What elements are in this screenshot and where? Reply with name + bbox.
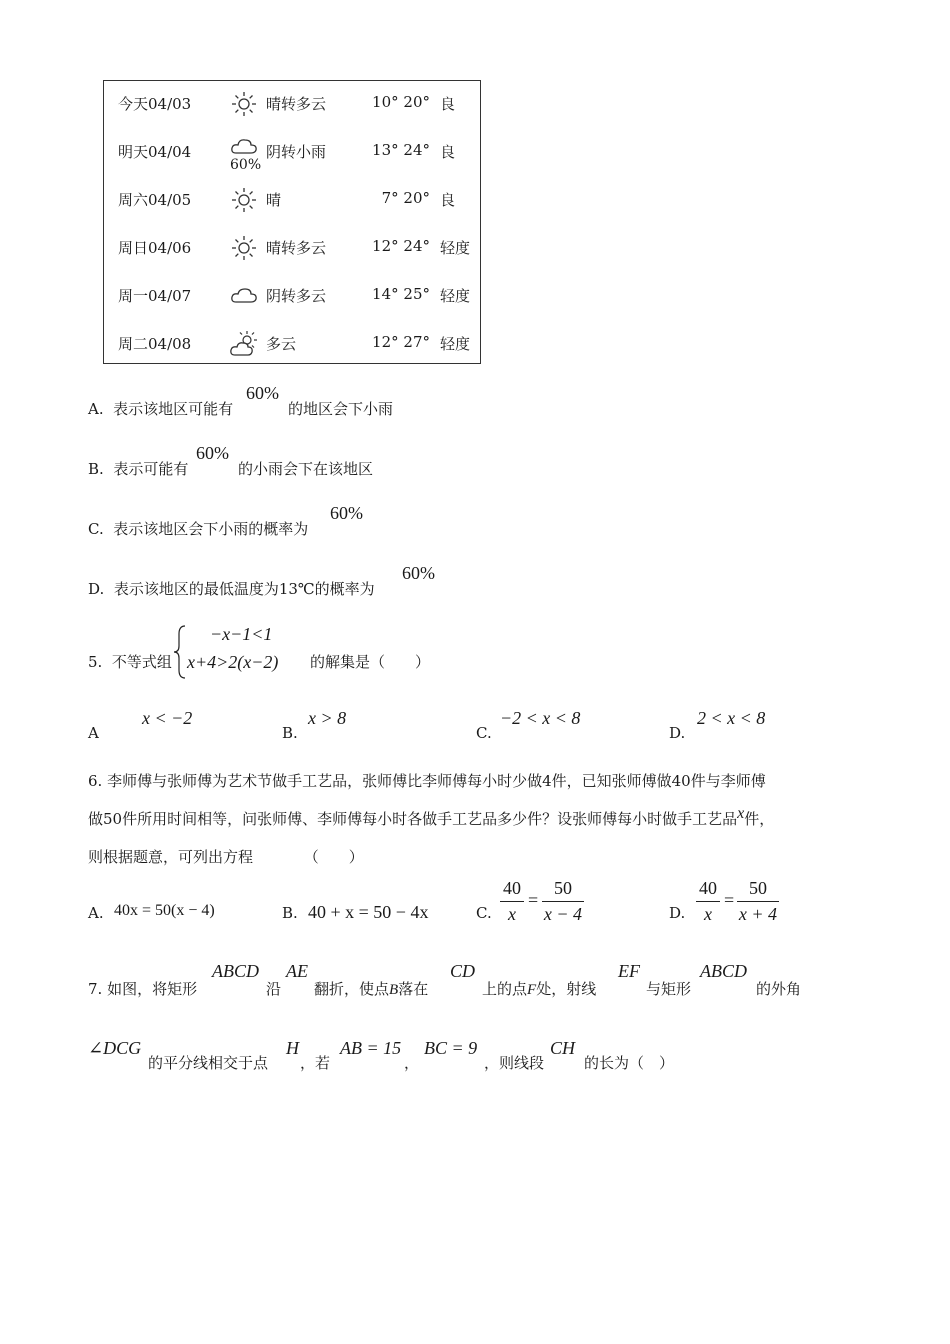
cloud-icon	[230, 283, 258, 309]
denominator: x − 4	[543, 904, 583, 924]
weather-date: 周六04/05	[118, 191, 192, 209]
temp-high: 25°	[403, 285, 430, 303]
q6-c-fraction-1	[500, 878, 524, 925]
q7-text: 落在	[398, 980, 429, 998]
q7-math-abcd: ABCD	[212, 961, 259, 981]
temp-low: 12°	[372, 237, 399, 255]
q7-math-cd: CD	[450, 961, 476, 981]
weather-temps	[370, 141, 430, 159]
weather-desc: 晴转多云	[266, 95, 327, 113]
q4-option-b	[88, 458, 188, 479]
precip-probability: 60%	[230, 157, 262, 173]
q5-stem	[88, 651, 172, 672]
q6-line-1: 6. 李师傅与张师傅为艺术节做手工艺品，张师傅比李师傅每小时少做4件，已知张师傅做40件与李师傅	[88, 772, 766, 790]
option-text: 表示可能有	[113, 460, 189, 478]
weather-temps	[370, 237, 430, 255]
sun-icon	[230, 235, 258, 261]
question-number: 5.	[88, 653, 103, 671]
question-text: 不等式组	[111, 653, 172, 671]
q7-math-ch: CH	[550, 1038, 576, 1058]
q7-math-abcd-2: ABCD	[700, 961, 747, 981]
temp-high: 20°	[403, 93, 430, 111]
weather-row	[104, 231, 480, 261]
point-f: F	[527, 982, 537, 998]
numerator: 40	[696, 878, 720, 902]
weather-desc: 晴	[266, 191, 282, 209]
option-text: 表示该地区可能有	[113, 400, 234, 418]
temp-high: 20°	[403, 189, 430, 207]
q7-math-ab: AB = 15	[340, 1038, 402, 1058]
q7-text-2: 沿	[266, 980, 282, 998]
q5-tail: 的解集是（ ）	[310, 653, 431, 671]
q6-line-2	[88, 805, 775, 829]
q6-text: 则根据题意，可列出方程	[88, 848, 254, 866]
temp-low: 12°	[372, 333, 399, 351]
numerator: 40	[500, 878, 524, 902]
q7-math-ae: AE	[286, 961, 308, 981]
q4-a-math: 60%	[246, 383, 279, 403]
q7-text-9: ，	[404, 1054, 420, 1072]
q7-math-h: H	[286, 1038, 299, 1058]
weather-row	[104, 87, 480, 117]
q6-option-b-math: 40 + x = 50 − 4x	[308, 902, 429, 922]
q5-option-d-math: 2 < x < 8	[697, 708, 766, 728]
q7-math-bc: BC = 9	[424, 1038, 478, 1058]
weather-temps	[370, 93, 430, 111]
air-quality: 良	[440, 95, 456, 113]
q7-text-11: 的长为（ ）	[584, 1054, 675, 1072]
air-quality: 轻度	[440, 239, 471, 257]
q6-text: 做50件所用时间相等，问张师傅、李师傅每小时各做手工艺品多少件？设张师傅每小时做手工艺品	[88, 810, 738, 828]
temp-high: 24°	[403, 141, 430, 159]
q7-text-3	[314, 978, 428, 999]
q7-text-6: 的外角	[756, 980, 802, 998]
q5-option-c-math: −2 < x < 8	[500, 708, 581, 728]
option-label: B.	[88, 460, 104, 478]
q6-c-fraction-2	[542, 878, 584, 925]
weather-date: 周一04/07	[118, 287, 192, 305]
q5-option-label-d: D.	[669, 724, 686, 742]
q6-option-label-b: B.	[282, 904, 298, 922]
q7-text-5: 与矩形	[646, 980, 692, 998]
weather-date: 周日04/06	[118, 239, 192, 257]
weather-date: 明天04/04	[118, 143, 192, 161]
q7-text-4	[482, 978, 596, 999]
temp-low: 10°	[372, 93, 399, 111]
q4-a-after: 的地区会下小雨	[288, 400, 394, 418]
air-quality: 轻度	[440, 287, 471, 305]
option-text: 表示该地区会下小雨的概率为	[113, 520, 309, 538]
weather-temps	[370, 285, 430, 303]
weather-desc: 晴转多云	[266, 239, 327, 257]
air-quality: 良	[440, 143, 456, 161]
q7-text-10: ，则线段	[484, 1054, 545, 1072]
weather-date: 周二04/08	[118, 335, 192, 353]
q4-option-d	[88, 578, 375, 599]
q7-text-7: 的平分线相交于点	[148, 1054, 269, 1072]
q5-inequality-1: −x−1<1	[210, 624, 273, 644]
weather-row	[104, 135, 480, 173]
q6-d-fraction-2	[737, 878, 779, 925]
denominator: x	[704, 904, 712, 924]
weather-row	[104, 279, 480, 309]
q6-option-label-a: A.	[88, 904, 104, 922]
q7-text: 上的点	[482, 980, 528, 998]
option-label: C.	[88, 520, 104, 538]
q6-option-a-math: 40x = 50(x − 4)	[114, 902, 215, 919]
q4-c-math: 60%	[330, 503, 363, 523]
q5-option-label-a: A	[88, 724, 99, 742]
q7-math-angle: ∠DCG	[88, 1038, 142, 1058]
temp-high: 24°	[403, 237, 430, 255]
q4-b-after: 的小雨会下在该地区	[238, 460, 374, 478]
sun-icon	[230, 91, 258, 117]
q5-option-label-b: B.	[282, 724, 298, 742]
q7-math-ef: EF	[618, 961, 640, 981]
q7-text: 处，射线	[536, 980, 597, 998]
q5-option-a-math: x < −2	[142, 708, 193, 728]
temp-high: 27°	[403, 333, 430, 351]
q5-option-label-c: C.	[476, 724, 492, 742]
option-label: A.	[88, 400, 104, 418]
q6-option-label-d: D.	[669, 904, 686, 922]
system-brace-icon	[173, 624, 187, 680]
q4-b-math: 60%	[196, 443, 229, 463]
temp-low: 7°	[381, 189, 399, 207]
option-text: 表示该地区的最低温度为13℃的概率为	[113, 580, 375, 598]
answer-blank: （ ）	[303, 848, 364, 866]
temp-low: 13°	[372, 141, 399, 159]
weather-desc: 多云	[266, 335, 297, 353]
q4-option-a	[88, 398, 233, 419]
weather-desc: 阴转小雨	[266, 143, 327, 161]
q5-option-b-math: x > 8	[308, 708, 347, 728]
numerator: 50	[542, 878, 584, 902]
weather-desc: 阴转多云	[266, 287, 327, 305]
q6-variable: x	[737, 805, 745, 822]
equals-sign: =	[528, 890, 539, 910]
weather-temps	[370, 189, 430, 207]
q7-text-8: ，若	[300, 1054, 331, 1072]
sun-icon	[230, 187, 258, 213]
q4-d-math: 60%	[402, 563, 435, 583]
weather-forecast-table	[103, 80, 481, 364]
q7-text: 翻折，使点	[314, 980, 390, 998]
q7-text-1: 7. 如图，将矩形	[88, 980, 198, 998]
denominator: x	[508, 904, 516, 924]
denominator: x + 4	[738, 904, 778, 924]
air-quality: 良	[440, 191, 456, 209]
q6-line-3	[88, 846, 364, 867]
temp-low: 14°	[372, 285, 399, 303]
weather-row	[104, 183, 480, 213]
equals-sign: =	[724, 890, 735, 910]
weather-date: 今天04/03	[118, 95, 192, 113]
air-quality: 轻度	[440, 335, 471, 353]
weather-temps	[370, 333, 430, 351]
q6-option-label-c: C.	[476, 904, 492, 922]
point-b: B	[389, 982, 399, 998]
q6-text-end: 件，	[744, 810, 775, 828]
sun-cloud-icon	[230, 331, 258, 357]
q6-d-fraction-1	[696, 878, 720, 925]
q4-option-c	[88, 518, 308, 539]
weather-row	[104, 327, 480, 357]
numerator: 50	[737, 878, 779, 902]
option-label: D.	[88, 580, 105, 598]
q5-inequality-2: x+4>2(x−2)	[187, 652, 279, 672]
